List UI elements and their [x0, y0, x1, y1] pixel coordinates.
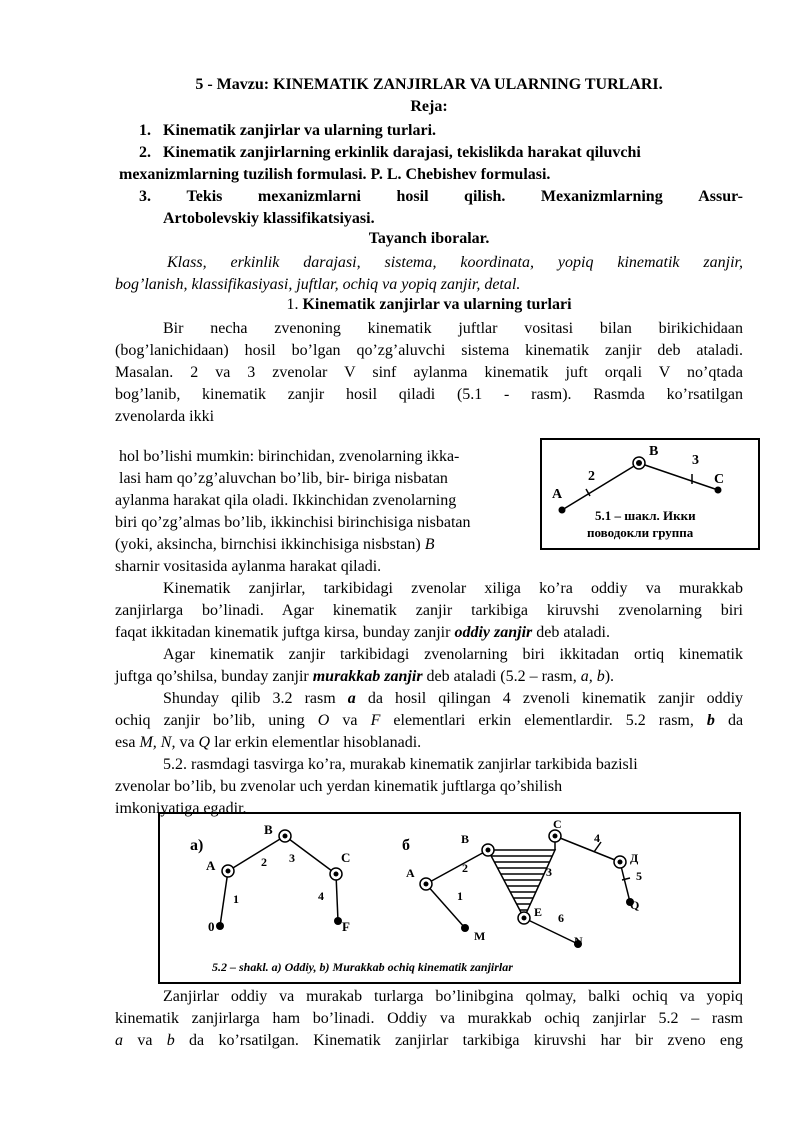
paragraph-text: va	[342, 712, 358, 729]
paragraph-line	[115, 534, 435, 556]
plan-item-2	[139, 142, 641, 164]
label-b: B	[649, 444, 659, 459]
label-m: M	[474, 929, 486, 943]
label-d: Д	[630, 851, 639, 865]
paragraph-line: hol bo’lishi mumkin: birinchidan, zvenolarning ikka-	[119, 448, 460, 465]
end-o	[216, 922, 224, 930]
plan-item-3-line2: Artobolevskiy klassifikatsiyasi.	[163, 210, 375, 227]
label-link-3: 3	[692, 453, 699, 468]
label-link-5: 5	[636, 869, 642, 883]
figure-5-2-caption: 5.2 – shakl. a) Oddiy, b) Murakkab ochiq kinematik zanjirlar	[212, 960, 513, 974]
section-title: Kinematik zanjirlar va ularning turlari	[302, 296, 572, 313]
figure-5-1-caption-line-1: 5.1 – шакл. Икки	[595, 508, 696, 523]
label-a: A	[552, 487, 563, 502]
figure-5-1	[540, 438, 760, 550]
keywords-line-2: bog’lanish, klassifikasiyasi, juftlar, ochiq va yopiq zanjir, detal.	[115, 276, 521, 293]
figure-5-1-caption-line-2: поводокли группа	[587, 525, 694, 540]
paragraph-text: elementlari erkin elementlardir. 5.2 rasm,	[393, 712, 694, 729]
figure-5-1-drawing	[542, 440, 758, 548]
joint-c	[715, 487, 722, 494]
plan-item-3-number: 3.	[139, 188, 151, 205]
paragraph-line: Kinematik zanjirlar, tarkibidagi zvenolar xiliga ko’ra oddiy va murakkab	[163, 580, 743, 597]
label-b: B	[461, 832, 470, 846]
term-oddiy-zanjir: oddiy zanjir	[454, 624, 533, 641]
figure-5-2	[158, 812, 741, 984]
label-c: C	[714, 472, 725, 487]
page-title: 5 - Mavzu: KINEMATIK ZANJIRLAR VA ULARNING TURLARI.	[195, 76, 663, 93]
label-a: A	[206, 858, 216, 873]
paragraph-line	[115, 1030, 743, 1052]
label-a: A	[406, 866, 415, 880]
paragraph-text: esa	[115, 734, 136, 751]
plan-item-3-word: hosil	[396, 188, 429, 205]
plan-heading: Reja:	[410, 98, 448, 115]
paragraph-text: Shunday qilib 3.2 rasm	[163, 690, 336, 707]
element-f: F	[370, 712, 381, 729]
plan-item-2-text: Kinematik zanjirlarning erkinlik darajasi, tekislikda harakat qiluvchi	[163, 144, 641, 161]
end-f	[334, 917, 342, 925]
label-link-1: 1	[457, 889, 463, 903]
keywords-heading: Tayanch iboralar.	[368, 230, 490, 247]
plan-item-3-word: qilish.	[464, 188, 506, 205]
keywords-line-1: Klass, erkinlik darajasi, sistema, koordinata, yopiq kinematik zanjir,	[167, 254, 743, 271]
paragraph-text: deb ataladi (5.2 – rasm,	[426, 668, 577, 685]
paragraph-line: Zanjirlar oddiy va murakab turlarga bo’linibgina qolmay, balki ochiq va yopiq	[163, 988, 743, 1005]
paragraph-line: aylanma harakat qila oladi. Ikkinchidan zvenolarning	[115, 492, 457, 509]
figure-ref: a	[347, 690, 356, 707]
plan-item-1-number: 1.	[139, 122, 151, 139]
paragraph-text: faqat ikkitadan kinematik juftga kirsa, bunday zanjir	[115, 624, 451, 641]
paragraph-line: Agar kinematik zanjir tarkibidagi zvenolarning biri ikkitadan ortiq kinematik	[163, 646, 743, 663]
paragraph-line: kinematik zanjirlarga ham bo’linadi. Oddiy va murakkab ochiq zanjirlar 5.2 – rasm	[115, 1010, 743, 1027]
figure-ref: a	[115, 1032, 123, 1049]
elements-m-n: M, N,	[139, 734, 176, 751]
paragraph-text: deb ataladi.	[536, 624, 610, 641]
label-q: Q	[630, 898, 640, 912]
paragraph-text: da	[727, 712, 744, 729]
term-murakkab-zanjir: murakkab zanjir	[312, 668, 423, 685]
label-f: F	[342, 919, 350, 934]
element-q: Q	[198, 734, 211, 751]
label-link-2: 2	[462, 861, 468, 875]
figure-ref: b	[166, 1032, 175, 1049]
section-number: 1.	[286, 296, 299, 313]
joint-a	[559, 507, 566, 514]
end-m	[461, 924, 469, 932]
paragraph-line: zvenolarda ikki	[115, 408, 215, 425]
label-link-3: 3	[289, 851, 295, 865]
paragraph-line: biri qo’zg’almas bo’lib, ikkinchisi birinchisiga nisbatan	[115, 514, 471, 531]
paragraph-line: imkoniyatiga egadir.	[115, 800, 247, 817]
figure-b-label: б	[402, 837, 410, 854]
figure-ref: b	[706, 712, 715, 729]
label-link-2: 2	[261, 855, 267, 869]
plan-item-2-number: 2.	[139, 144, 151, 161]
label-c: C	[341, 850, 351, 865]
plan-item-1-text: Kinematik zanjirlar va ularning turlari.	[163, 122, 437, 139]
paragraph-line: Masalan. 2 va 3 zvenolar V sinf aylanma kinematik juft orqali V no’qtada	[115, 364, 743, 381]
label-link-1: 1	[233, 892, 239, 906]
paragraph-text: (yoki, aksincha, birnchisi ikkinchisiga nisbstan)	[115, 536, 421, 553]
section-heading	[115, 296, 743, 314]
paragraph-line	[115, 666, 614, 688]
element-o: O	[317, 712, 330, 729]
paragraph-text: ).	[604, 668, 615, 685]
plan-item-3-word: Tekis	[186, 188, 223, 205]
label-c: C	[553, 817, 562, 831]
plan-item-3-word: mexanizmlarni	[257, 188, 361, 205]
paragraph-text: va	[179, 734, 195, 751]
base-link-triangle	[488, 850, 555, 918]
figure-a-label: a)	[190, 837, 204, 854]
label-b: B	[264, 822, 273, 837]
paragraph-text: da ko’rsatilgan. Kinematik zanjirlar tarkibiga kiruvshi har bir zveno eng	[189, 1032, 744, 1049]
figure-ref: a, b	[580, 668, 605, 685]
paragraph-text: ochiq zanjir bo’lib, uning	[115, 712, 305, 729]
paragraph-line: sharnir vositasida aylanma harakat qiladi.	[115, 558, 382, 575]
letter-b: B	[424, 536, 435, 553]
label-n: N	[574, 934, 583, 948]
paragraph-line	[115, 710, 743, 732]
label-link-6: 6	[558, 911, 564, 925]
plan-item-3-word: Assur-	[698, 188, 743, 205]
paragraph-text: juftga qo’shilsa, bunday zanjir	[115, 668, 309, 685]
paragraph-line: bog’lanib, kinematik zanjir hosil qiladi (5.1 - rasm). Rasmda ko’rsatilgan	[115, 386, 743, 403]
plan-item-2-line2: mexanizmlarning tuzilish formulasi. P. L. Chebishev formulasi.	[119, 166, 551, 183]
label-link-3: 3	[546, 865, 552, 879]
label-link-4: 4	[594, 831, 600, 845]
paragraph-line: 5.2. rasmdagi tasvirga ko’ra, murakab kinematik zanjirlar tarkibida bazisli	[163, 756, 638, 773]
paragraph-line: (bog’lanichidaan) hosil bo’lgan qo’zg’aluvchi sistema kinematik zanjir deb ataladi.	[115, 342, 743, 359]
paragraph-text: lar erkin elementlar hisoblanadi.	[214, 734, 422, 751]
plan-item-3	[139, 186, 743, 208]
paragraph-line	[163, 688, 743, 710]
paragraph-line: lasi ham qo’zg’aluvchan bo’lib, bir- biriga nisbatan	[119, 470, 448, 487]
paragraph-line: Bir necha zvenoning kinematik juftlar vositasi bilan birikichidaan	[163, 320, 743, 337]
paragraph-line	[115, 622, 610, 644]
label-o: 0	[208, 919, 215, 934]
paragraph-line	[115, 732, 421, 754]
paragraph-text: da hosil qilingan 4 zvenoli kinematik zanjir oddiy	[367, 690, 744, 707]
figure-5-2-drawing	[160, 814, 739, 982]
paragraph-line: zvenolar bo’lib, bu zvenolar uch yerdan kinematik juftlarga qo’shilish	[115, 778, 563, 795]
paragraph-line: zanjirlarga bo’linadi. Agar kinematik zanjir tarkibiga kiruvshi zvenolarning biri	[115, 602, 743, 619]
label-link-4: 4	[318, 889, 324, 903]
label-link-2: 2	[588, 469, 595, 484]
plan-item-1	[139, 120, 436, 142]
plan-item-3-word: Mexanizmlarning	[540, 188, 663, 205]
label-e: E	[534, 905, 543, 919]
paragraph-text: va	[137, 1032, 153, 1049]
